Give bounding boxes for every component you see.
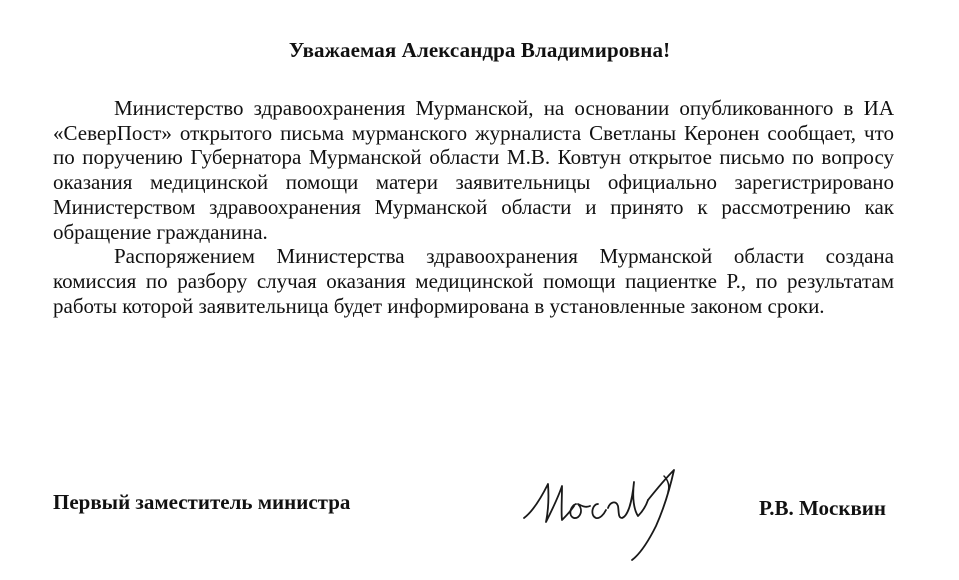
signature-row <box>53 490 894 520</box>
salutation: Уважаемая Александра Владимировна! <box>288 38 671 62</box>
signatory-name: Р.В. Москвин <box>759 496 886 520</box>
paragraph-1: Министерство здравоохранения Мурманской, на основании опубликованного в ИА «СеверПост» открытого письма мурманского журналиста Светланы Керонен сообщает, что по поручению Губернатора Мурманской области М.В. Ковтун открытое письмо по вопросу оказания медицинской помощи матери заявительницы официально зарегистрировано Министерством здравоохранения Мурманской области и принято к рассмотрению как обращение гражданина. <box>53 96 894 244</box>
signatory-position: Первый заместитель министра <box>53 490 351 514</box>
letter-body <box>53 96 894 318</box>
paragraph-2: Распоряжением Министерства здравоохранения Мурманской области создана комиссия по разбору случая оказания медицинской помощи пациентке Р., по результатам работы которой заявительница будет информирована в установленные законом сроки. <box>53 244 894 318</box>
